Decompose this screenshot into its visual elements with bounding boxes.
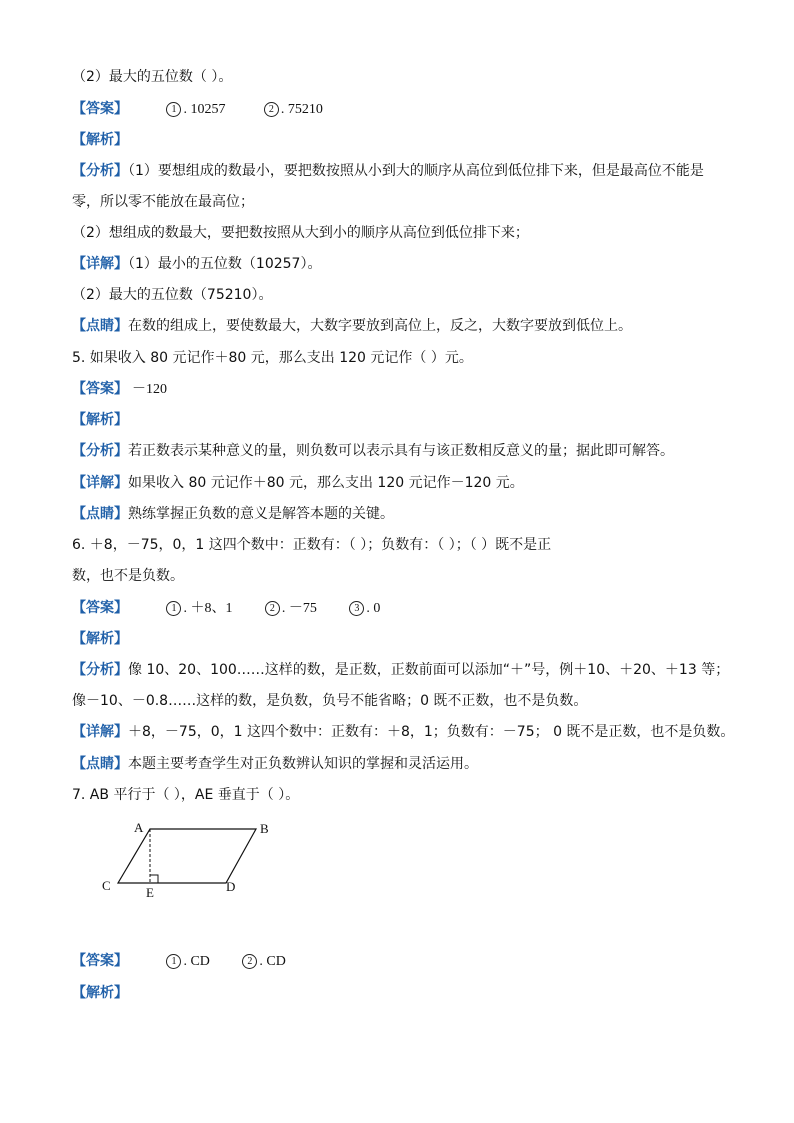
right-angle-mark xyxy=(150,875,158,883)
q4-fenxi-cont: 零，所以零不能放在最高位； xyxy=(72,194,254,210)
q6-xiangjie: 【详解】＋8，－75，0，1 这四个数中：正数有：＋8，1；负数有：－75； 0 既不是正数，也不是负数。 xyxy=(72,724,735,740)
q6-question: 6. ＋8，－75，0，1 这四个数中：正数有：（ ）；负数有：（ ）；（ ）既不是正 xyxy=(72,537,552,553)
q7-jiexi: 【解析】 xyxy=(72,985,128,1001)
q6-question-cont: 数，也不是负数。 xyxy=(72,568,184,584)
label-e: E xyxy=(146,885,154,900)
answer-tag: 【答案】 xyxy=(72,101,128,117)
q4-part2: （2）最大的五位数（ ）。 xyxy=(72,69,233,85)
answer-item: 3 . 0 xyxy=(349,598,380,619)
q6-fenxi: 【分析】像 10、20、100……这样的数，是正数，正数前面可以添加“＋”号，例＋10、＋20、＋13 等； xyxy=(72,662,730,678)
label-a: A xyxy=(134,820,144,835)
q4-xiangjie: 【详解】（1）最小的五位数（10257）。 xyxy=(72,256,322,272)
label-d: D xyxy=(226,879,236,894)
q5-answer: 【答案】 －120 xyxy=(72,381,167,397)
q6-dianjing: 【点睛】本题主要考查学生对正负数辨认知识的掌握和灵活运用。 xyxy=(72,756,478,772)
answer-item: 1 . ＋8、1 xyxy=(166,598,232,619)
label-b: B xyxy=(260,821,269,836)
q4-fenxi-part2: （2）想组成的数最大，要把数按照从大到小的顺序从高位到低位排下来； xyxy=(72,225,529,241)
q5-jiexi: 【解析】 xyxy=(72,412,128,428)
label-c: C xyxy=(102,878,111,893)
answer-item: 2 . CD xyxy=(242,951,285,972)
q5-fenxi: 【分析】若正数表示某种意义的量，则负数可以表示具有与该正数相反意义的量；据此即可解答。 xyxy=(72,443,674,459)
q6-fenxi-cont: 像－10、－0.8……这样的数，是负数，负号不能省略；0 既不正数，也不是负数。 xyxy=(72,693,588,709)
answer-item: 1 . 10257 xyxy=(166,99,225,120)
q4-jiexi: 【解析】 xyxy=(72,132,128,148)
q4-answer xyxy=(72,99,323,120)
answer-item: 2 . 75210 xyxy=(264,99,323,120)
q4-fenxi: 【分析】（1）要想组成的数最小，要把数按照从小到大的顺序从高位到低位排下来，但是最高位不能是 xyxy=(72,163,704,179)
answer-item: 1 . CD xyxy=(166,951,209,972)
q7-question: 7. AB 平行于（ ），AE 垂直于（ ）。 xyxy=(72,787,300,803)
q4-xiangjie-2: （2）最大的五位数（75210）。 xyxy=(72,287,273,303)
q5-dianjing: 【点睛】熟练掌握正负数的意义是解答本题的关键。 xyxy=(72,506,394,522)
q4-dianjing: 【点睛】在数的组成上，要使数最大，大数字要放到高位上，反之，大数字要放到低位上。 xyxy=(72,318,632,334)
parallelogram-figure xyxy=(90,815,290,905)
answer-item: 2 . －75 xyxy=(265,598,317,619)
q6-answer: 【答案】 1 . ＋8、1 2 . －75 3 . 0 xyxy=(72,598,380,619)
q5-xiangjie: 【详解】如果收入 80 元记作＋80 元，那么支出 120 元记作－120 元。 xyxy=(72,475,524,491)
q6-jiexi: 【解析】 xyxy=(72,631,128,647)
q5-question: 5. 如果收入 80 元记作＋80 元，那么支出 120 元记作（ ）元。 xyxy=(72,350,473,366)
parallelogram-shape xyxy=(118,829,256,883)
q7-answer: 【答案】 1 . CD 2 . CD xyxy=(72,951,286,972)
